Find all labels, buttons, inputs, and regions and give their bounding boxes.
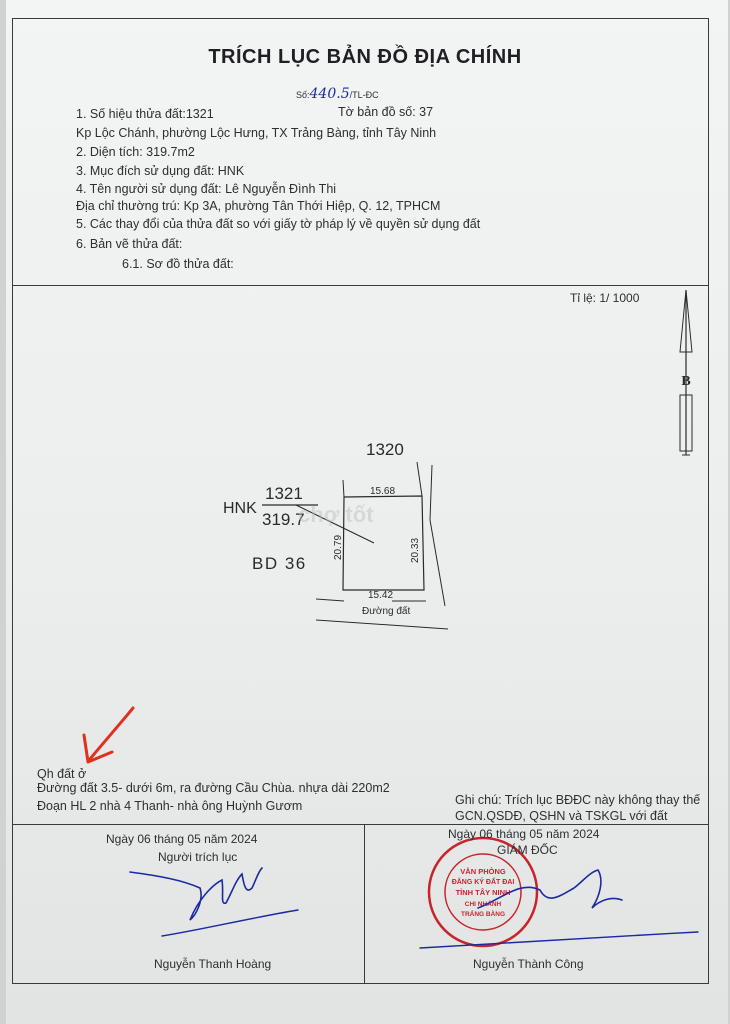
parcel-address: Kp Lộc Chánh, phường Lộc Hưng, TX Trảng Bàng, tỉnh Tây Ninh [76, 126, 437, 140]
red-arrow-icon [84, 708, 133, 762]
parcel-drawing-heading: 6. Bản vẽ thửa đất: [76, 237, 183, 251]
left-sign-date: Ngày 06 tháng 05 năm 2024 [106, 832, 258, 846]
map-sheet-label: BD 36 [252, 554, 307, 573]
right-sign-role: GIÁM ĐỐC [497, 843, 558, 857]
zoning-note: Qh đất ở [37, 767, 87, 781]
parcel-left-extension [343, 480, 344, 497]
parcel-label-area: 319.7 [262, 510, 305, 529]
edge-length-left: 20.79 [333, 534, 344, 560]
owner-name: 4. Tên người sử dụng đất: Lê Nguyễn Đình Thi [76, 182, 337, 196]
road-name: Đường đất [362, 606, 411, 617]
land-use-purpose: 3. Mục đích sử dụng đất: HNK [76, 164, 245, 178]
map-scale: Tỉ lệ: 1/ 1000 [570, 291, 640, 305]
map-sheet-number: Tờ bản đồ số: 37 [338, 105, 434, 119]
doc-number-handwritten: 440.5 [309, 86, 350, 102]
right-sign-date: Ngày 06 tháng 05 năm 2024 [448, 827, 600, 841]
parcel-number: 1. Số hiệu thửa đất:1321 [76, 107, 214, 121]
north-arrow-icon [680, 290, 692, 455]
left-signer-name: Nguyễn Thanh Hoàng [154, 957, 272, 971]
edge-length-right: 20.33 [410, 537, 421, 563]
neighbor-boundary [430, 465, 432, 520]
segment-note: Đoạn HL 2 nhà 4 Thanh- nhà ông Huỳnh Gươm [37, 799, 303, 813]
neighbor-boundary-lower [430, 520, 445, 606]
parcel-sketch-heading: 6.1. Sơ đồ thửa đất: [122, 257, 234, 271]
stamp-line-5: TRẢNG BÀNG [460, 911, 506, 918]
doc-number-prefix: Số: [296, 90, 310, 100]
edge-length-top: 15.68 [370, 486, 396, 497]
remark-line-2: GCN.QSDĐ, QSHN và TSKGL với đất [455, 809, 668, 823]
parcel-label-number: 1321 [265, 484, 303, 503]
stamp-line-2: ĐĂNG KÝ ĐẤT ĐAI [451, 879, 515, 886]
left-signature-stroke [162, 910, 298, 936]
right-signature-stroke [420, 932, 698, 948]
stamp-line-1: VĂN PHÒNG [460, 867, 506, 876]
stamp-line-4: CHI NHÁNH [464, 901, 502, 908]
left-signature-icon [130, 868, 262, 920]
stamp-line-3: TỈNH TÂY NINH [455, 888, 511, 897]
document-title: TRÍCH LỤC BẢN ĐỒ ĐỊA CHÍNH [208, 46, 522, 68]
parcel-changes: 5. Các thay đổi của thửa đất so với giấy tờ pháp lý về quyền sử dụng đất [76, 217, 481, 231]
owner-residence: Địa chỉ thường trú: Kp 3A, phường Tân Thới Hiệp, Q. 12, TPHCM [76, 199, 441, 213]
edge-length-bottom: 15.42 [368, 590, 394, 601]
parcel-right-extension [417, 462, 422, 496]
doc-number-suffix: /TL-ĐC [349, 90, 379, 100]
watermark: chợ tốt [298, 502, 374, 527]
north-label: B [681, 374, 691, 389]
neighbor-parcel-number: 1320 [366, 440, 404, 459]
parcel-land-code: HNK [223, 500, 257, 517]
left-sign-role: Người trích lục [158, 850, 238, 864]
road-note: Đường đất 3.5- dưới 6m, ra đường Cầu Chùa. nhựa dài 220m2 [37, 781, 390, 795]
parcel-area: 2. Diện tích: 319.7m2 [76, 145, 195, 159]
road-edge-lower [316, 620, 448, 629]
right-signer-name: Nguyễn Thành Công [473, 957, 584, 971]
road-edge-upper-left [316, 599, 344, 601]
remark-line-1: Ghi chú: Trích lục BĐĐC này không thay thế [455, 793, 701, 807]
